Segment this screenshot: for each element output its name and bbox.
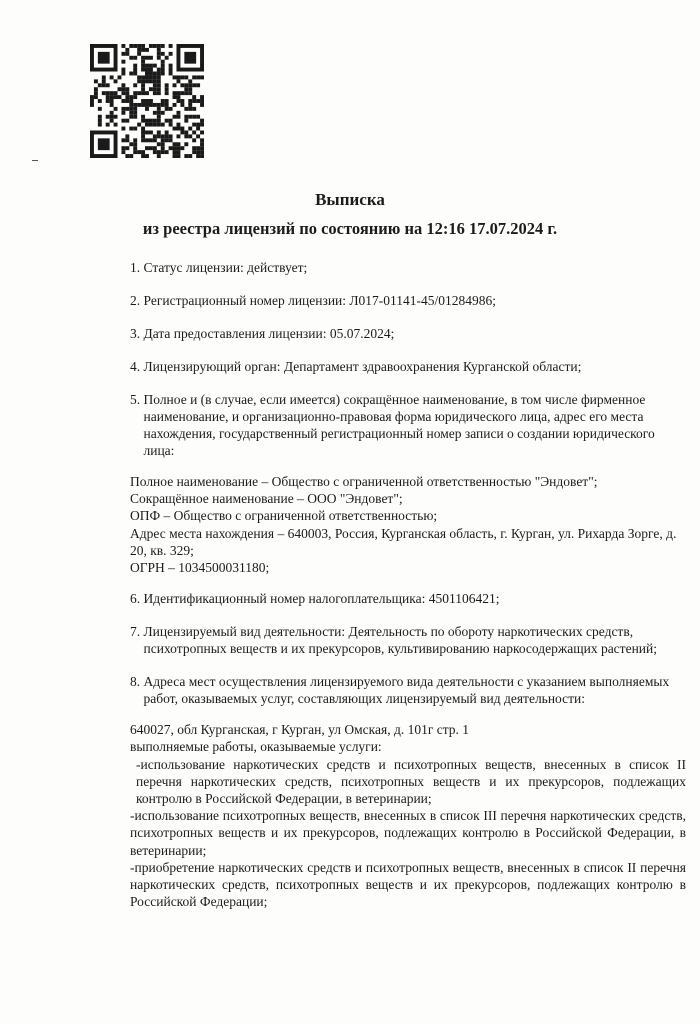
document-subtitle: из реестра лицензий по состоянию на 12:16 17.07.2024 г. [142,219,558,238]
activity-block [130,721,686,910]
license-number: Регистрационный номер лицензии: Л017-01141-45/01284986; [143,293,497,308]
list-item: 7. Лицензируемый вид деятельности: Деятельность по обороту наркотических средств, психотропных веществ и их прекурсоров, культивированию наркосодержащих растений; [130,623,686,657]
organization-block [130,473,686,576]
activity-addresses-heading: Адреса мест осуществления лицензируемого вида деятельности с указанием выполняемых работ, оказываемых услуг, составляющих лицензируемый вид деятельности: [143,674,670,707]
opf: ОПФ – Общество с ограниченной ответственностью; [130,508,438,524]
list-item: 8. Адреса мест осуществления лицензируемого вида деятельности с указанием выполняемых работ, оказываемых услуг, составляющих лицензируемый вид деятельности: [130,673,686,707]
work-item: -использование психотропных веществ, внесенных в список III перечня наркотических средств, психотропных веществ и их прекурсоров, подлежащих контролю в Российской Федерации, в ветеринарии; [130,808,686,858]
licensed-activity: Лицензируемый вид деятельности: Деятельность по обороту наркотических средств, психотропных веществ и их прекурсоров, культивированию наркосодержащих растений; [143,624,657,657]
list-item: 5. Полное и (в случае, если имеется) сокращённое наименование, в том числе фирменное наименование, и организационно-правовая форма юридического лица, адрес его места нахождения, государственный регистрационный номер записи о создании юридического лица: [130,391,686,459]
license-date: Дата предоставления лицензии: 05.07.2024; [143,326,395,341]
list-item: 6. Идентификационный номер налогоплательщика: 4501106421; [130,590,686,607]
legal-address: Адрес места нахождения – 640003, Россия, Курганская область, г. Курган, ул. Рихарда Зорге, д. 20, кв. 329; [130,525,677,558]
license-details [130,259,686,910]
list-item: 1. Статус лицензии: действует; [130,259,686,276]
entity-name-heading: Полное и (в случае, если имеется) сокращённое наименование, в том числе фирменное наименование, и организационно-правовая форма юридического лица, адрес его места нахождения, государственный регистрационный номер записи о создании юридического лица: [143,392,655,458]
work-item: -использование наркотических средств и психотропных веществ, внесенных в список II перечня наркотических средств, психотропных веществ и их прекурсоров, подлежащих контролю в Российской Федерации, в ветеринарии; [136,756,686,807]
ogrn: ОГРН – 1034500031180; [130,560,270,576]
work-item: -приобретение наркотических средств и психотропных веществ, внесенных в список II перечня наркотических средств, психотропных веществ и их прекурсоров, подлежащих контролю в Российской Федерации; [130,859,686,910]
activity-address: 640027, обл Курганская, г Курган, ул Омская, д. 101г стр. 1 [130,722,470,738]
works-label: выполняемые работы, оказываемые услуги: [130,739,382,755]
scan-mark [32,160,38,161]
list-item: 4. Лицензирующий орган: Департамент здравоохранения Курганской области; [130,358,686,375]
full-name: Полное наименование – Общество с ограниченной ответственностью "Эндовет"; [130,474,598,489]
list-item: 3. Дата предоставления лицензии: 05.07.2024; [130,325,686,342]
list-item: 2. Регистрационный номер лицензии: Л017-01141-45/01284986; [130,292,686,309]
short-name: Сокращённое наименование – ООО "Эндовет"; [130,491,403,507]
qr-code [90,44,204,158]
license-status: Статус лицензии: действует; [143,260,308,275]
inn: Идентификационный номер налогоплательщика: 4501106421; [143,591,500,607]
licensing-authority: Лицензирующий орган: Департамент здравоохранения Курганской области; [143,359,582,374]
document-title: Выписка [315,190,385,209]
